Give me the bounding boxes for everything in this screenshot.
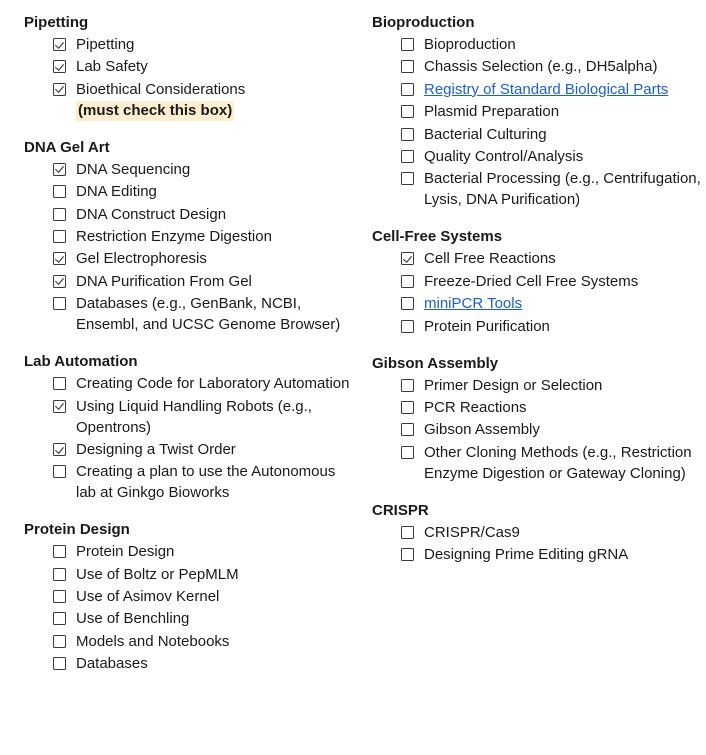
checklist-item — [372, 544, 702, 565]
item-label: Protein Purification — [424, 317, 550, 335]
section-crispr — [372, 500, 702, 565]
checklist-item — [24, 396, 354, 438]
item-label: DNA Sequencing — [76, 160, 191, 178]
checklist-item — [24, 631, 354, 652]
checklist-item — [24, 79, 354, 121]
section-title: Bioproduction — [372, 14, 475, 31]
checklist-item — [372, 168, 702, 210]
item-label: Plasmid Preparation — [424, 103, 560, 121]
right-column — [372, 12, 702, 581]
section-title: CRISPR — [372, 501, 429, 519]
item-label: Bacterial Culturing — [424, 125, 547, 143]
checklist-item — [372, 56, 702, 77]
section-title: Pipetting — [24, 14, 89, 31]
item-label: Protein Design — [76, 543, 175, 561]
item-label: Chassis Selection (e.g., DH5alpha) — [424, 58, 658, 76]
checked-checkbox[interactable] — [53, 400, 66, 413]
item-label: CRISPR/Cas9 — [424, 523, 520, 541]
item-label: Designing Prime Editing gRNA — [424, 546, 629, 564]
checkbox[interactable] — [53, 297, 66, 310]
checklist-item — [24, 271, 354, 292]
item-label: Cell Free Reactions — [424, 250, 556, 268]
item-label: Gel Electrophoresis — [76, 250, 207, 268]
checklist-item — [24, 373, 354, 394]
section-dna-gel-art — [24, 137, 354, 335]
item-label: Using Liquid Handling Robots (e.g., Opentrons) — [76, 397, 312, 436]
checkbox[interactable] — [401, 150, 414, 163]
checklist-item — [372, 316, 702, 337]
required-note: (must check this box) — [78, 101, 233, 119]
checkbox[interactable] — [53, 590, 66, 603]
checklist-item — [24, 461, 354, 503]
item-label: Databases — [76, 655, 148, 673]
checkbox[interactable] — [53, 635, 66, 648]
item-label: Restriction Enzyme Digestion — [76, 227, 272, 245]
section-title: Lab Automation — [24, 353, 138, 371]
checkbox[interactable] — [53, 185, 66, 198]
checkbox[interactable] — [401, 297, 414, 310]
item-label: Lab Safety — [76, 58, 148, 76]
checkbox[interactable] — [53, 377, 66, 390]
checkbox[interactable] — [401, 275, 414, 288]
item-label: Quality Control/Analysis — [424, 147, 584, 165]
checkbox[interactable] — [401, 526, 414, 539]
checkbox[interactable] — [401, 60, 414, 73]
checklist-item — [24, 181, 354, 202]
item-label: Creating a plan to use the Autonomous lab at Ginkgo Bioworks — [76, 463, 336, 502]
checkbox[interactable] — [53, 568, 66, 581]
item-label: Pipetting — [76, 36, 135, 53]
checklist-item — [372, 124, 702, 145]
item-label: Bioproduction — [424, 36, 516, 53]
checklist-item — [24, 248, 354, 269]
checked-checkbox[interactable] — [53, 252, 66, 265]
checklist-item — [372, 419, 702, 440]
checklist-item — [24, 653, 354, 674]
item-label: Freeze-Dried Cell Free Systems — [424, 272, 639, 290]
checkbox[interactable] — [53, 465, 66, 478]
checklist-item — [24, 159, 354, 180]
checkbox[interactable] — [53, 208, 66, 221]
checklist-item — [24, 34, 354, 55]
checklist-item — [24, 541, 354, 562]
checklist-item — [24, 293, 354, 335]
section-title: Protein Design — [24, 521, 130, 539]
checkbox[interactable] — [53, 545, 66, 558]
checkbox[interactable] — [53, 612, 66, 625]
checked-checkbox[interactable] — [53, 83, 66, 96]
section-title: Cell-Free Systems — [372, 228, 503, 246]
checklist-item — [372, 79, 702, 100]
item-label: Use of Benchling — [76, 610, 190, 628]
checked-checkbox[interactable] — [53, 60, 66, 73]
checkbox[interactable] — [401, 379, 414, 392]
section-lab-automation — [24, 351, 354, 503]
checkbox[interactable] — [53, 657, 66, 670]
item-label: DNA Editing — [76, 183, 157, 201]
checkbox[interactable] — [401, 320, 414, 333]
item-label: Other Cloning Methods (e.g., Restriction Enzyme Digestion or Gateway Cloning) — [424, 443, 692, 482]
section-title: Gibson Assembly — [372, 354, 499, 372]
checked-checkbox[interactable] — [401, 252, 414, 265]
checkbox[interactable] — [401, 38, 414, 51]
checked-checkbox[interactable] — [53, 275, 66, 288]
checklist-item — [24, 564, 354, 585]
section-pipetting — [24, 12, 354, 121]
item-label: DNA Purification From Gel — [76, 272, 252, 290]
item-label: Primer Design or Selection — [424, 376, 603, 394]
checkbox[interactable] — [401, 172, 414, 185]
checkbox[interactable] — [401, 423, 414, 436]
item-label: Use of Asimov Kernel — [76, 588, 220, 606]
item-link[interactable]: Registry of Standard Biological Parts — [424, 80, 669, 98]
checklist-item — [24, 586, 354, 607]
item-label: Databases (e.g., GenBank, NCBI, Ensembl, and UCSC Genome Browser) — [76, 295, 341, 334]
item-link[interactable]: miniPCR Tools — [424, 295, 523, 313]
checklist-item — [24, 226, 354, 247]
checklist-item — [24, 56, 354, 77]
checkbox[interactable] — [401, 548, 414, 561]
item-label: Use of Boltz or PepMLM — [76, 565, 239, 583]
checked-checkbox[interactable] — [53, 443, 66, 456]
section-bioproduction — [372, 12, 702, 210]
item-label: Bacterial Processing (e.g., Centrifugation, Lysis, DNA Purification) — [424, 170, 701, 209]
checklist-item — [372, 146, 702, 167]
checkbox[interactable] — [401, 446, 414, 459]
checkbox[interactable] — [53, 230, 66, 243]
checklist-item — [372, 248, 702, 269]
checklist-item — [372, 522, 702, 543]
item-label: Bioethical Considerations — [76, 80, 246, 98]
checked-checkbox[interactable] — [53, 38, 66, 51]
section-title: DNA Gel Art — [24, 138, 110, 156]
checklist-item — [372, 293, 702, 314]
checklist-item — [24, 439, 354, 460]
left-column — [24, 12, 354, 690]
item-label: Models and Notebooks — [76, 632, 230, 650]
checklist-item — [372, 442, 702, 484]
item-label: Creating Code for Laboratory Automation — [76, 375, 350, 393]
section-cell-free-systems — [372, 226, 702, 336]
item-label: Gibson Assembly — [424, 421, 540, 439]
checkbox[interactable] — [401, 83, 414, 96]
item-label: PCR Reactions — [424, 398, 527, 416]
section-protein-design — [24, 519, 354, 674]
section-gibson-assembly — [372, 353, 702, 484]
checkbox[interactable] — [401, 128, 414, 141]
checklist-item — [372, 34, 702, 55]
checklist-item — [24, 608, 354, 629]
checkbox[interactable] — [401, 401, 414, 414]
item-label: DNA Construct Design — [76, 205, 227, 223]
checklist-item — [372, 271, 702, 292]
checklist-item — [372, 101, 702, 122]
checklist-item — [24, 204, 354, 225]
item-label: Designing a Twist Order — [76, 440, 236, 458]
checklist-item — [372, 375, 702, 396]
checklist-item — [372, 397, 702, 418]
checked-checkbox[interactable] — [53, 163, 66, 176]
checkbox[interactable] — [401, 105, 414, 118]
